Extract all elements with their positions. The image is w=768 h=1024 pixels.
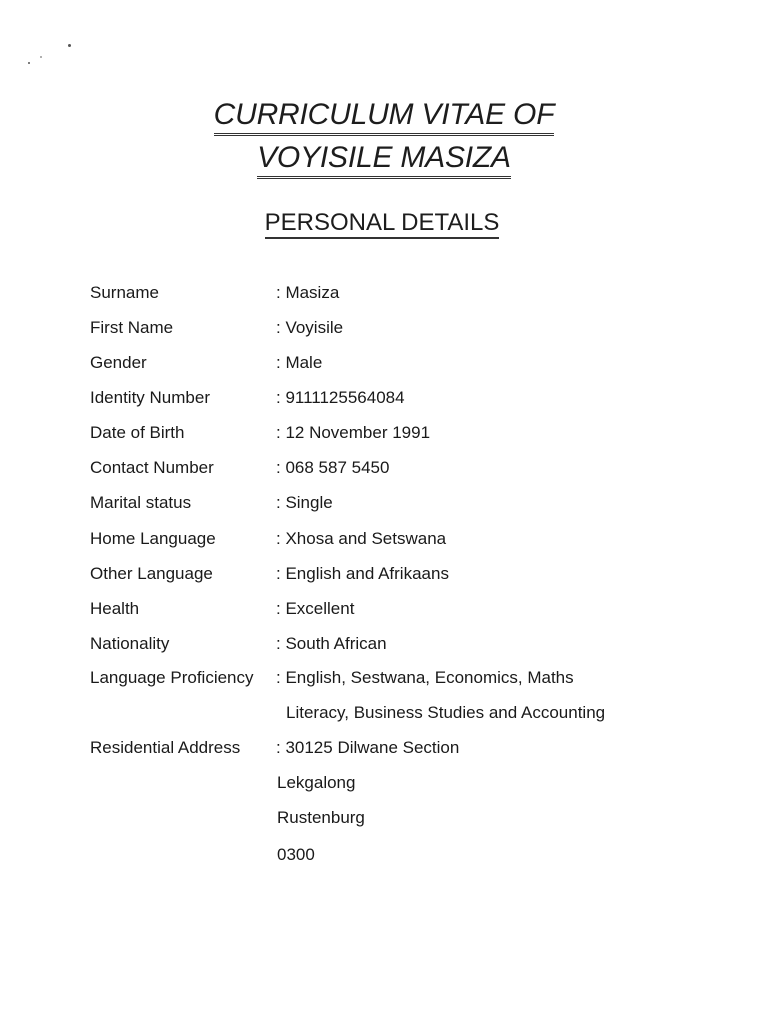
detail-row-date-of-birth: [0, 421, 768, 445]
detail-value: : Excellent: [276, 599, 355, 618]
detail-label: Surname: [90, 283, 159, 302]
detail-label: Identity Number: [90, 388, 210, 407]
detail-value: : Male: [276, 353, 323, 372]
address-line-3: [0, 806, 768, 830]
detail-label: Residential Address: [90, 738, 241, 757]
detail-label: Contact Number: [90, 458, 214, 477]
scan-speck: [68, 44, 71, 47]
detail-value: : Voyisile: [276, 318, 344, 337]
address-line-4: [0, 843, 768, 867]
detail-label: Health: [90, 599, 140, 618]
document-title-line-1: [0, 98, 768, 136]
detail-value: : South African: [276, 634, 387, 653]
detail-label: Marital status: [90, 493, 192, 512]
section-heading: [0, 208, 764, 239]
detail-row-surname: [0, 281, 768, 305]
title-text-2: VOYISILE MASIZA: [257, 141, 511, 179]
detail-value: : Xhosa and Setswana: [276, 529, 447, 548]
detail-value: : 9111125564084: [276, 388, 405, 407]
detail-label: Language Proficiency: [90, 668, 254, 687]
detail-row-other-language: [0, 562, 768, 586]
detail-label: Nationality: [90, 634, 170, 653]
detail-value: : 12 November 1991: [276, 423, 431, 442]
detail-row-nationality: [0, 632, 768, 656]
detail-row-language-proficiency: [0, 666, 768, 690]
scan-speck: [28, 62, 30, 64]
address-value: 0300: [277, 845, 315, 864]
detail-row-gender: [0, 351, 768, 375]
detail-row-identity-number: [0, 386, 768, 410]
detail-value: : English and Afrikaans: [276, 564, 449, 583]
detail-label: Date of Birth: [90, 423, 185, 442]
detail-value: : Single: [276, 493, 333, 512]
detail-label: First Name: [90, 318, 174, 337]
detail-row-marital-status: [0, 491, 768, 515]
address-line-2: [0, 771, 768, 795]
address-value: Rustenburg: [277, 808, 365, 827]
detail-value: : English, Sestwana, Economics, Maths: [276, 668, 574, 687]
detail-row-residential-address: [0, 736, 768, 760]
detail-row-language-proficiency-cont: [0, 701, 768, 725]
detail-row-home-language: [0, 527, 768, 551]
detail-row-health: [0, 597, 768, 621]
detail-label: Gender: [90, 353, 147, 372]
document-title-line-2: [0, 141, 768, 179]
detail-value-continuation: Literacy, Business Studies and Accounting: [286, 703, 606, 722]
detail-row-contact-number: [0, 456, 768, 480]
section-heading-text: PERSONAL DETAILS: [265, 208, 500, 239]
address-value: Lekgalong: [277, 773, 356, 792]
title-text-1: CURRICULUM VITAE OF: [214, 98, 555, 136]
detail-label: Home Language: [90, 529, 216, 548]
detail-label: Other Language: [90, 564, 213, 583]
detail-value: : 068 587 5450: [276, 458, 390, 477]
detail-value: : Masiza: [276, 283, 340, 302]
detail-row-first-name: [0, 316, 768, 340]
scan-speck: [40, 56, 42, 58]
detail-value: : 30125 Dilwane Section: [276, 738, 460, 757]
